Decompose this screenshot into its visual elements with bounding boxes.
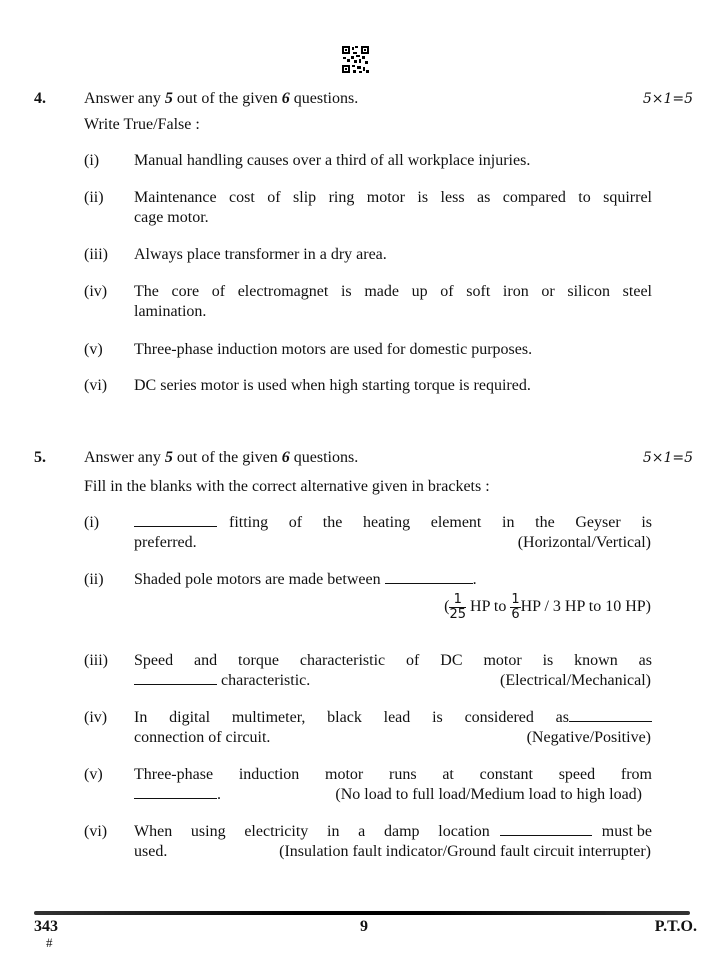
paren: ( — [444, 598, 450, 616]
pto-label: P.T.O. — [654, 918, 697, 935]
item-text: characteristic. — [221, 672, 311, 689]
question-instruction — [84, 90, 358, 108]
options-text: (Insulation fault indicator/Ground fault circuit interrupter) — [279, 843, 651, 860]
list-item-continued — [134, 672, 310, 690]
list-item-continued — [134, 786, 221, 804]
page-number: 9 — [360, 918, 368, 935]
list-item-continued: preferred. — [134, 534, 197, 551]
numerator: 1 — [511, 592, 520, 607]
list-item-continued: connection of circuit. — [134, 729, 271, 746]
item-label: (ii) — [84, 571, 104, 588]
options-text: (No load to full load/Medium load to high load) — [335, 786, 642, 803]
fraction-1-25 — [449, 593, 466, 622]
punctuation: . — [472, 571, 477, 588]
list-item: The core of electromagnet is made up of soft iron or silicon steel — [134, 283, 652, 300]
answer-count: 5 — [164, 90, 173, 107]
list-item: Speed and torque characteristic of DC motor is known as — [134, 652, 652, 669]
question-number: 4. — [34, 90, 46, 107]
question-number: 5. — [34, 449, 46, 466]
item-text: fitting of the heating element in the Geyser is — [229, 514, 652, 531]
item-label: (iii) — [84, 246, 108, 263]
options-text: HP / 3 HP to 10 HP) — [520, 598, 651, 616]
answer-blank[interactable] — [134, 514, 217, 527]
marks: 5×1=5 — [642, 91, 693, 107]
list-item: Always place transformer in a dry area. — [134, 246, 387, 263]
question-instruction — [84, 449, 358, 467]
numerator: 1 — [449, 593, 466, 608]
denominator: 25 — [449, 607, 467, 622]
total-count: 6 — [281, 90, 290, 107]
instruction-text: out of the given — [172, 449, 282, 466]
list-item — [134, 709, 652, 727]
list-item — [134, 571, 477, 589]
item-label: (iii) — [84, 652, 108, 669]
sub-instruction: Fill in the blanks with the correct alternative given in brackets : — [84, 478, 490, 495]
footer-divider — [34, 911, 690, 915]
options-text: (Negative/Positive) — [526, 729, 651, 746]
answer-count: 5 — [164, 449, 173, 466]
list-item-continued: lamination. — [134, 303, 207, 320]
item-text: When using electricity in a damp location — [134, 823, 490, 840]
instruction-text: Answer any — [84, 90, 165, 107]
item-label: (iv) — [84, 709, 108, 726]
item-label: (i) — [84, 514, 100, 531]
hash-mark: # — [46, 935, 53, 950]
options-text: (Horizontal/Vertical) — [517, 534, 651, 551]
list-item: Maintenance cost of slip ring motor is less as compared to squirrel — [134, 189, 652, 206]
fraction-1-6 — [510, 593, 520, 622]
options-text — [444, 593, 651, 622]
item-label: (vi) — [84, 823, 108, 840]
item-label: (vi) — [84, 377, 108, 394]
list-item: Three-phase induction motor runs at constant speed from — [134, 766, 652, 783]
paper-code: 343 — [34, 918, 58, 935]
item-text: In digital multimeter, black lead is considered as — [134, 709, 569, 726]
item-label: (v) — [84, 766, 103, 783]
item-text: must be — [601, 823, 652, 840]
list-item: Manual handling causes over a third of all workplace injuries. — [134, 152, 531, 169]
list-item-continued: cage motor. — [134, 209, 209, 226]
list-item — [134, 514, 652, 532]
item-label: (i) — [84, 152, 100, 169]
marks: 5×1=5 — [642, 450, 693, 466]
answer-blank[interactable] — [134, 786, 217, 799]
list-item: DC series motor is used when high starting torque is required. — [134, 377, 531, 394]
answer-blank[interactable] — [385, 571, 473, 584]
options-text: (Electrical/Mechanical) — [499, 672, 651, 689]
sub-instruction: Write True/False : — [84, 116, 200, 133]
denominator: 6 — [511, 607, 520, 622]
answer-blank[interactable] — [500, 823, 592, 836]
answer-blank[interactable] — [569, 709, 652, 722]
instruction-text: questions. — [289, 449, 359, 466]
answer-blank[interactable] — [134, 672, 217, 685]
instruction-text: questions. — [289, 90, 359, 107]
list-item: Three-phase induction motors are used for domestic purposes. — [134, 341, 533, 358]
item-text: Shaded pole motors are made between — [134, 571, 381, 588]
instruction-text: Answer any — [84, 449, 165, 466]
qr-code-icon — [341, 45, 370, 79]
item-label: (ii) — [84, 189, 104, 206]
instruction-text: out of the given — [172, 90, 282, 107]
punctuation: . — [217, 786, 221, 803]
item-label: (v) — [84, 341, 103, 358]
item-label: (iv) — [84, 283, 108, 300]
list-item — [134, 823, 652, 841]
list-item-continued: used. — [134, 843, 168, 860]
options-text: HP to — [470, 598, 507, 616]
total-count: 6 — [281, 449, 290, 466]
